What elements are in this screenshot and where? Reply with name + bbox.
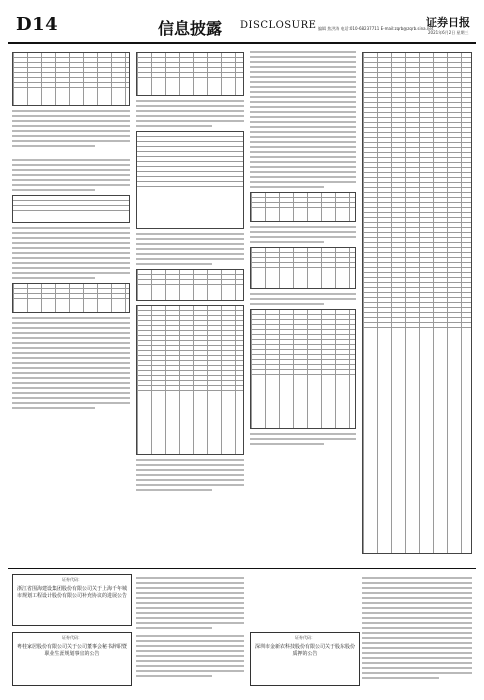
stock-code: 证券代码： (62, 635, 82, 640)
editor-contact: 编辑 焦洪涛 电话:010-68237711 E-mail:zqrb@zqrb.sina.net (318, 26, 434, 31)
data-table (136, 131, 244, 229)
newspaper-logo: 证券日报 (426, 16, 470, 29)
announcement-box-2 (12, 632, 132, 686)
text-column-1 (12, 48, 130, 412)
data-table (12, 283, 130, 313)
section-title: 信息披露 (158, 19, 223, 38)
page-code: D14 (16, 14, 59, 35)
data-table (12, 52, 130, 106)
text-column-3 (250, 48, 356, 448)
announcement-box-1 (12, 574, 132, 626)
page-header (8, 8, 476, 44)
announcement-title: 深圳市金新农科技股份有限公司关于股东股份质押的公告 (255, 644, 356, 657)
data-table (250, 247, 356, 289)
issue-date: 2021年6月2日 星期三 (428, 30, 469, 35)
data-table (362, 52, 472, 554)
text-column-2 (136, 48, 244, 494)
data-table (136, 52, 244, 96)
section-divider (8, 568, 476, 569)
section-subtitle: DISCLOSURE (240, 20, 317, 31)
announcement-title: 浙江省围海建设集团股份有限公司关于上海千年城市规划工程设计股份有限公司补充协议的进展公告 (17, 586, 128, 599)
newspaper-page (8, 8, 476, 692)
data-table (250, 309, 356, 429)
text-column-4 (362, 48, 472, 558)
data-table (136, 269, 244, 301)
data-table (136, 305, 244, 455)
announcement-text-1 (136, 574, 244, 632)
data-table (250, 192, 356, 222)
announcement-title: 粤桂家居股份有限公司关于公司董事会秘书辞职暨职业生涯规划事宜的公告 (17, 644, 128, 657)
stock-code: 证券代码： (62, 577, 82, 582)
announcement-box-3 (250, 632, 360, 686)
announcement-text-3 (362, 574, 472, 682)
stock-code: 证券代码： (295, 635, 315, 640)
data-table (12, 195, 130, 223)
announcement-text-2 (136, 632, 244, 680)
